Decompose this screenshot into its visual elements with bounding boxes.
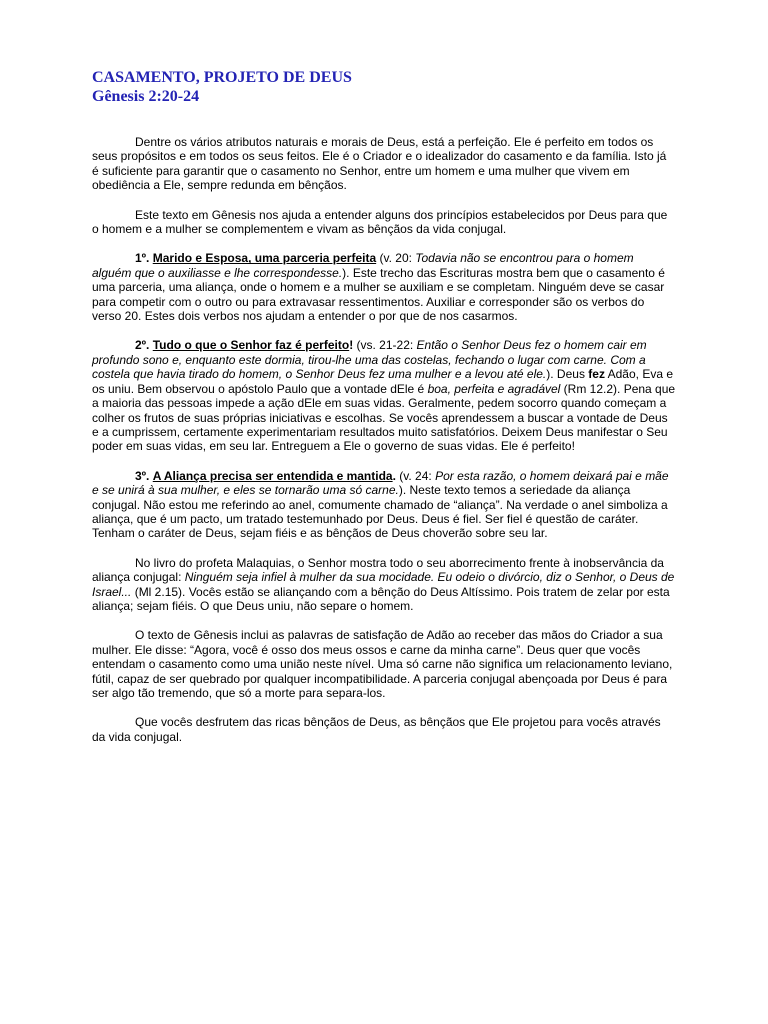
point-heading: A Aliança precisa ser entendida e mantida (152, 468, 393, 483)
paragraph-text: ). Deus (546, 367, 589, 382)
scripture-ref: (v. 24: (395, 468, 436, 483)
heading-punctuation: . (392, 468, 396, 483)
scripture-quote: boa, perfeita e agradável (427, 381, 561, 396)
paragraph-text: ). Este trecho das Escrituras mostra bem que o casamento é uma parceria, uma aliança, onde o homem e a mulher se auxiliam e se completam. Ninguém deve se casar para competir com o outro ou para extravasar ressentimentos. Auxiliar e corresponder são os verbos do verso 20. Estes dois verbos nos ajudam a entender o por que de nos casarmos. (92, 265, 665, 324)
paragraph-text: ). Neste texto temos a seriedade da aliança conjugal. Não estou me referindo ao anel, comumente chamado de “aliança”. Na verdade o anel simboliza a aliança, que é um pacto, um tratado testemunhado por Deus. Deus é fiel. Ser fiel é questão de caráter. Tenham o caráter de Deus, sejam fiéis e as bênçãos de Deus choverão sobre seu lar. (92, 483, 668, 541)
emphasis-word: fez (588, 367, 605, 382)
point-heading: Tudo o que o Senhor faz é perfeito (152, 338, 350, 353)
scripture-quote: Todavia não se encontrou para o homem alguém que o auxiliasse e lhe correspondesse. (92, 251, 634, 280)
heading-punctuation: ! (349, 338, 354, 353)
document-subtitle: Gênesis 2:20-24 (92, 88, 200, 105)
paragraph-text: (Rm 12.2). Pena que a maioria das pessoas impede a ação dEle em suas vidas. Geralmente, pedem socorro quando começam a colher os frutos de suas próprias iniciativas e escolhas. Se vocês aprendessem a buscar a vontade de Deus e a cumprissem, certamente experimentariam resultados muito satisfatórios. Deixem Deus manifestar o Seu poder em suas vidas, em seu lar. Entreguem a Ele o governo de suas vidas. Ele é perfeito! (92, 381, 676, 454)
point-number: 2º. (135, 338, 150, 353)
scripture-ref: (v. 20: (376, 251, 416, 266)
paragraph-text: O texto de Gênesis inclui as palavras de satisfação de Adão ao receber das mãos do Criador a sua mulher. Ele disse: “Agora, você é osso dos meus ossos e carne da minha carne”. Deus quer que vocês entendam o casamento como uma união neste nível. Uma só carne não significa um relacionamento leviano, fútil, capaz de ser quebrado por qualquer incompatibilidade. A parceria conjugal abençoada por Deus é para ser algo tão tremendo, que só a morte para separa-los. (92, 628, 673, 700)
point-number: 1º. (135, 251, 150, 266)
paragraph-text: Que vocês desfrutem das ricas bênçãos de Deus, as bênçãos que Ele projetou para vocês através da vida conjugal. (92, 715, 661, 744)
paragraph-closing (92, 715, 676, 744)
title-block (92, 68, 676, 106)
paragraph-point-2 (92, 338, 676, 453)
paragraph-text: Adão, Eva e os uniu. Bem observou o apóstolo Paulo que a vontade dEle é (92, 367, 674, 396)
paragraph-intro (92, 135, 676, 193)
paragraph-text: (Ml 2.15). Vocês estão se aliançando com a bênção do Deus Altíssimo. Pois tratem de zelar por esta aliança; sejam fiéis. O que Deus uniu, não separe o homem. (92, 584, 670, 613)
paragraph-context (92, 208, 676, 237)
scripture-quote: Ninguém seja infiel à mulher da sua mocidade. Eu odeio o divórcio, diz o Senhor, o Deus de Israel... (92, 570, 675, 599)
paragraph-malaquias (92, 556, 676, 614)
paragraph-text: Este texto em Gênesis nos ajuda a entender alguns dos princípios estabelecidos por Deus para que o homem e a mulher se complementem e vivam as bênçãos da vida conjugal. (92, 207, 668, 237)
point-number: 3º. (135, 468, 150, 483)
paragraph-adao (92, 628, 676, 700)
paragraph-text: No livro do profeta Malaquias, o Senhor mostra todo o seu aborrecimento frente à inobservância da aliança conjugal: (92, 555, 664, 585)
scripture-ref: (vs. 21-22: (353, 338, 417, 353)
document-body (92, 135, 676, 744)
paragraph-point-3 (92, 469, 676, 541)
scripture-quote: Por esta razão, o homem deixará pai e mãe e se unirá à sua mulher, e eles se tornarão uma só carne. (92, 468, 669, 498)
paragraph-text: Dentre os vários atributos naturais e morais de Deus, está a perfeição. Ele é perfeito em todos os seus propósitos e em todos os seus feitos. Ele é o Criador e o idealizador do casamento e da família. Isto já é suficiente para garantir que o casamento no Senhor, entre um homem e uma mulher que vivem em obediência a Ele, sempre redunda em bênçãos. (92, 135, 667, 193)
paragraph-point-1 (92, 251, 676, 323)
document-title: CASAMENTO, PROJETO DE DEUS (92, 69, 352, 86)
scripture-quote: Então o Senhor Deus fez o homem cair em profundo sono e, enquanto este dormia, tirou-lhe uma das costelas, fechando o lugar com carne. Com a costela que havia tirado do homem, o Senhor Deus fez uma mulher e a levou até ele. (92, 338, 647, 382)
point-heading: Marido e Esposa, uma parceria perfeita (152, 251, 377, 266)
